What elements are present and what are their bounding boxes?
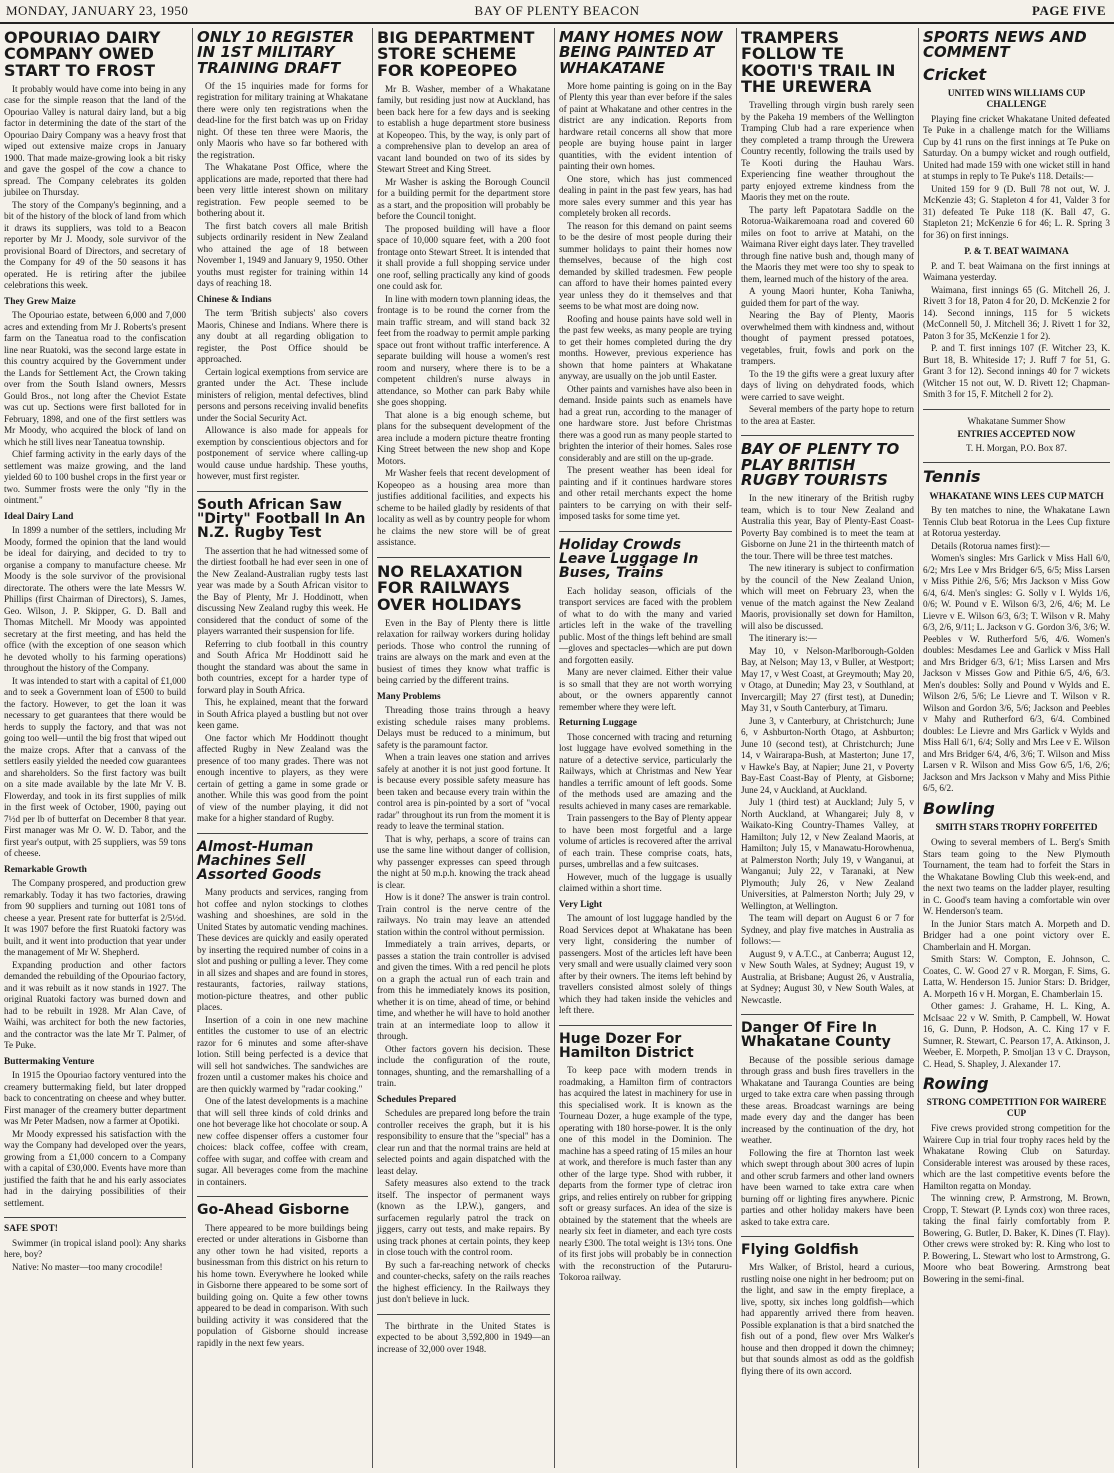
headline-machines: Almost-Human Machines Sell Assorted Goods bbox=[197, 838, 322, 884]
paragraph: Mrs Walker, of Bristol, heard a curious, rustling noise one night in her bedroom; put on the light, and saw in the empty fireplace, a live, spotty, six inches long goldfish—which had apparently arrived there from heaven. Possible explanation is that a bird snatched the fish out of a pond, flew over Mrs Walker's house and then dropped it down the chimney; but that sounds almost as odd as the goldfish flying there of its own accord. bbox=[741, 1262, 915, 1376]
paragraph: One store, which has just commenced dealing in paint in the past few years, has had more sales every summer and this year has completely broken all records. bbox=[559, 173, 732, 219]
section-rowing: Rowing bbox=[923, 1074, 989, 1094]
subhead: P. & T. BEAT WAIMANA bbox=[964, 247, 1069, 258]
paragraph: The first batch covers all male British subjects ordinarily resident in New Zealand who attained the age of 18 between November 1, 1949 and January 9, 1950. Other youths must register for training within 14 days of reaching 18. bbox=[197, 220, 368, 289]
paragraph: United 159 for 9 (D. Bull 78 not out, W. J. McKenzie 43; G. Stapleton 4 for 41, Valder 3 for 31) defeated Te Puke 118 (K. Ball 47, G. Stapleton 21; McKenzie 6 for 46; L. R. Spring 3 for 36) on first innings. bbox=[923, 183, 1110, 240]
paragraph: Nearing the Bay of Plenty, Maoris overwhelmed them with kindness and, without thought of payment pressed potatoes, vegetables, fruit, fowls and pork on the trampers. bbox=[741, 310, 914, 367]
paragraph: Insertion of a coin in one new machine entitles the customer to use of an electric razor for 6 minutes and some after-shave lotion. Still being perfected is a device that will sell hot sandwiches. The sandwiches are frozen until a customer makes his choice and are then quickly warmed by "radar cooking." bbox=[197, 1014, 368, 1094]
masthead-date: MONDAY, JANUARY 23, 1950 bbox=[6, 3, 189, 18]
headline-british-rugby: BAY OF PLENTY TO PLAY BRITISH RUGBY TOURISTS bbox=[741, 440, 900, 489]
paragraph: Of the 15 inquiries made for forms for registration for military training at Whakatane there were only ten registrations when the dead-line for the first batch was up on Friday night. Of these ten three were Maoris, the only Maoris who have so far bothered with the registration. bbox=[197, 80, 368, 160]
paragraph: A young Maori hunter, Koha Taniwha, guided them for part of the way. bbox=[741, 286, 914, 308]
paragraph: In the Junior Stars match A. Morpeth and D. Bridger had a one point victory over E. Chamberlain and H. Morgan. bbox=[923, 918, 1110, 952]
divider bbox=[741, 1236, 914, 1237]
paragraph: Swimmer (in tropical island pool): Any sharks here, boy? bbox=[4, 1237, 186, 1260]
divider bbox=[197, 491, 368, 492]
subhead: SMITH STARS TROPHY FORFEITED bbox=[935, 823, 1098, 834]
section-cricket: Cricket bbox=[923, 64, 987, 84]
divider bbox=[377, 557, 550, 558]
paragraph: It probably would have come into being in any case for the simple reason that the land of the Opouriao Valley is natural dairy land, but a big factor in determining the date of the start of the Opouriao Dairy Company was a heavy frost that wiped out extensive maize crops in January 1900. That made maize-growing look a bit risky and gave the gospel of the cow a chance to spread. The Company celebrates its golden jubilee on Thursday. bbox=[4, 83, 186, 198]
paragraph: Because of the possible serious damage through grass and bush fires travellers in the Whakatane and Tauranga Counties are being urged to take extra care when passing through these areas. Broadcast warnings are being made every day and the danger has been increased by the continuation of the dry, hot weather. bbox=[741, 1054, 914, 1146]
paragraph: Mr Washer feels that recent development of Kopeopeo as a housing area more than justifies additional facilities, and expects his scheme to be hailed gladly by residents of that locality as well as by country people for whom he claims the new store will be of great assistance. bbox=[377, 468, 550, 548]
paragraph: By such a far-reaching network of checks and counter-checks, safety on the rails reaches the highest efficiency. In the Railways they just don't believe in luck. bbox=[377, 1259, 550, 1305]
headline-luggage: Holiday Crowds Leave Luggage In Buses, Trains bbox=[559, 536, 699, 582]
masthead bbox=[0, 0, 1114, 24]
paragraph: The Whakatane Post Office, where the applications are made, reported that there had been very little interest shown on military registration. Few people seemed to be bothering about it. bbox=[197, 162, 368, 219]
paragraph: Mr Moody expressed his satisfaction with the way the Company had developed over the years, growing from a £1,000 concern to a Company with a capital of £30,000. Events have more than justified the faith that he and his early associates had in the dairying possibilities of their settlement. bbox=[4, 1128, 186, 1208]
divider bbox=[377, 1314, 550, 1315]
paragraph: In 1899 a number of the settlers, including Mr Moody, formed the opinion that the land would be ideal for dairying, and decided to try to organise a company to manufacture cheese. Mr Moody is the sole survivor of the provisional directorate. The others were the late Messrs W. Phillips (first Chairman of Directors), S. James, Geo. Wilson, J. P. Skipper, G. D. Ball and Thomas Mitchell. Mr Moody was appointed secretary at the first meeting, and has held the office (with the exception of one season which he devoted wholly to his farming operations) throughout the history of the Company. bbox=[4, 525, 186, 674]
paragraph: May 10, v Nelson-Marlborough-Golden Bay, at Nelson; May 13, v Buller, at Westport; May 17, v West Coast, at Greymouth; May 20, v Otago, at Dunedin; May 23, v Southland, at Invercargill; May 27 (first test), at Dunedin; May 31, v South Canterbury, at Timaru. bbox=[741, 645, 914, 714]
paragraph: To the 19 the gifts were a great luxury after days of living on dehydrated foods, which were carried to save weight. bbox=[741, 368, 914, 402]
column-2 bbox=[192, 28, 372, 1468]
section-tennis: Tennis bbox=[923, 467, 981, 487]
paragraph: Native: No master—too many crocodile! bbox=[12, 1261, 163, 1272]
advert-line: Whakatane Summer Show bbox=[967, 415, 1066, 426]
subhead: Remarkable Growth bbox=[4, 864, 87, 875]
subhead: Buttermaking Venture bbox=[4, 1056, 95, 1067]
paragraph: Travelling through virgin bush rarely seen by the Pakeha 19 members of the Wellington Tramping Club had a rare experience when they completed a tramp through the Urewera Country recently, following the trails used by Te Kooti during the Hauhau Wars. Experiencing fine weather throughout the party enjoyed extreme kindness from the Maoris they met on the route. bbox=[741, 100, 914, 203]
paragraph: Other paints and varnishes have also been in demand. Inside paints such as enamels have had a great run, according to the manager of one hardware store. Just before Christmas there was a good run as many people started to brighten the interior of their homes. Sales rose considerably and are still on the up-grade. bbox=[559, 383, 732, 463]
paragraph: Schedules are prepared long before the train controller receives the graph, but it is his responsibility to ensure that the "special" has a clear run and that the normal trains are held at selected points and again dispatched with the least delay. bbox=[377, 1108, 550, 1176]
paragraph: More home painting is going on in the Bay of Plenty this year than ever before if the sales of paint at Whakatane and other centres in the district are any indication. Reports from hardware retail concerns all show that more people are buying house paint in larger quantities, with the evident intention of painting their own homes. bbox=[559, 80, 732, 172]
column-3 bbox=[372, 28, 554, 1468]
divider bbox=[197, 1196, 368, 1197]
subhead: STRONG COMPETITION FOR WAIRERE CUP bbox=[926, 1098, 1107, 1120]
divider bbox=[559, 1025, 732, 1026]
masthead-page: PAGE FIVE bbox=[1032, 3, 1106, 18]
paragraph: How is it done? The answer is train control. Train control is the nerve centre of the railways. No train may leave an attended station within the control without permission. bbox=[377, 892, 550, 937]
paragraph: The reason for this demand on paint seems to be the desire of most people during their summer holidays to paint their homes now themselves, because of the high cost demanded by skilled tradesmen. Few people can afford to have their homes painted every year unless they do it themselves and that seems to be what most are doing now. bbox=[559, 220, 732, 312]
paragraph: In 1915 the Opouriao factory ventured into the creamery buttermaking field, but later dropped back to concentrating on cheese and whey butter. First manager of the creamery butter department was Mr Peter Madsen, now a farmer at Opotiki. bbox=[4, 1070, 186, 1127]
divider bbox=[741, 435, 914, 436]
paragraph: Certain logical exemptions from service are granted under the Act. These include ministers of religion, mental defectives, blind persons and persons receiving invalid benefits under the Social Security Act. bbox=[197, 366, 368, 423]
paragraph: P. and T. beat Waimana on the first innings at Waimana yesterday. bbox=[923, 260, 1110, 283]
subhead: Schedules Prepared bbox=[377, 1094, 457, 1105]
divider bbox=[4, 1217, 186, 1218]
paragraph: However, much of the luggage is usually claimed within a short time. bbox=[559, 871, 732, 894]
paragraph: The winning crew, P. Armstrong, M. Brown, Cropp, T. Stewart (P. Lynds cox) won three races, taking the final fairly comfortably from P. Bowering, G. Butler, D. Baker, K. Dines (T. Flay). Other crews were stroked by: R. King who lost to P. Bowering, L. Stewart who lost to Armstrong, G. Moore who beat Bowering. Armstrong beat Bowering in the semi-final. bbox=[923, 1193, 1110, 1284]
masthead-title: BAY OF PLENTY BEACON bbox=[474, 3, 640, 18]
paragraph: July 1 (third test) at Auckland; July 5, v North Auckland, at Whangarei; July 8, v Waikato-King Country-Thames Valley, at Hamilton; July 12, v New Zealand Maoris, at Hamilton; July 15, v Manawatu-Horowhenua, at Palmerston North; July 19, v Wanganui, at Wanganui; July 22, v Taranaki, at New Plymouth; July 26, v New Zealand Universities, at Palmerston North; July 29, v Wellington, at Wellington. bbox=[741, 797, 914, 911]
paragraph: P. and T. first innings 107 (F. Witcher 23, K. Burt 18, B. Whiteside 17; J. Ruff 7 for 51, G. Grant 3 for 12). Second innings 40 for 7 wickets (Witcher 15 not out, W. D. Rivett 12; Chapman-Smith 3 for 15, F. Mitchell 2 for 2). bbox=[923, 343, 1110, 400]
paragraph: Owing to several members of L. Berg's Smith Stars team going to the New Plymouth Tournament, the team had to forfeit the Stars in the Whakatane Bowling Club this week-end, and the next two teams on the ladder player, resulting in C. Good's team having a comfortable win over W. Henderson's team. bbox=[923, 837, 1110, 917]
divider bbox=[559, 531, 732, 532]
column-1 bbox=[0, 28, 190, 1468]
headline-sports: SPORTS NEWS AND COMMENT bbox=[923, 28, 1087, 62]
paragraph: To keep pace with modern trends in roadmaking, a Hamilton firm of contractors has acquired the latest in machinery for use in this specialised work. It is known as the Tourneau Dozer, a huge example of the type, operating with 180 horse-power. It is the only one of this model in the Dominion. The machine has a speed rating of 15 miles an hour at work, and therefore is much faster than any other of the large type. Shod with rubber, it departs from the former type of cletrac iron grips, and relies entirely on rubber for gripping soft or greasy surfaces. An idea of the size is obtained by the statement that the wheels are nearly six feet in diameter, and each tyre costs nearly £300. The total weight is 13½ tons. One of its first jobs will probably be in connection with the reconstruction of the Putaruru-Tokoroa railway. bbox=[559, 1065, 732, 1283]
headline-painting: MANY HOMES NOW BEING PAINTED AT WHAKATANE bbox=[559, 28, 723, 77]
paragraph: Even in the Bay of Plenty there is little relaxation for railway workers during holiday periods. Those who control the running of trains are always on the mark and even at the busiest of times they know what traffic is being carried by the different trains. bbox=[377, 617, 550, 686]
advert-line: ENTRIES ACCEPTED NOW bbox=[957, 429, 1076, 440]
headline-dairy: OPOURIAO DAIRY COMPANY OWED START TO FROST bbox=[4, 28, 161, 80]
paragraph: Details (Rotorua names first):— bbox=[931, 540, 1050, 551]
paragraph: In line with modern town planning ideas, the frontage is to be round the corner from the main traffic stream, and will stand back 32 feet from the roadway to permit ample parking space out front without traffic interference. A separate building will house a women's rest room and nursery, where there is to be a competent children's nurse always in attendance, so Mother can park Baby while she goes shopping. bbox=[377, 293, 550, 408]
paragraph: This, he explained, meant that the forward in South Africa played a bustling but not over keen game. bbox=[197, 697, 368, 731]
paragraph: One of the latest developments is a machine that will sell three kinds of cold drinks and one hot beverage like hot chocolate or soup. A new coffee dispenser offers a customer four choices: black coffee, coffee with cream, coffee with sugar, and coffee with cream and sugar. All beverages come from the machine in containers. bbox=[197, 1096, 368, 1187]
section-bowling: Bowling bbox=[923, 798, 995, 818]
paragraph: The itinerary is:— bbox=[749, 633, 817, 644]
paragraph: Threading those trains through a heavy existing schedule raises many problems. Delays must be reduced to a minimum, but safety is the paramount factor. bbox=[377, 705, 550, 750]
paragraph: One factor which Mr Hoddinott thought affected Rugby in New Zealand was the presence of too many grades. There was not enough incentive to players, as they were certain of getting a game in some grade or another. While this was good from the point of view of the number playing, it did not make for a higher standard of Rugby. bbox=[197, 732, 368, 824]
divider bbox=[923, 462, 1110, 463]
paragraph: The team will depart on August 6 or 7 for Sydney, and play five matches in Australia as follows:— bbox=[741, 913, 914, 947]
paragraph: Other games: J. Grahame, H. L. King, A. McIsaac 22 v W. Smith, P. Campbell, W. Howat 16, G. Dunn, P. Hodson, A. C. King 17 v F. Sumner, R. Stewart, C. Pearson 17, A. Atkinson, J. Weeber, E. Morpeth, P. Smoljan 13 v C. Drayson, C. Head, S. Shapley, J. Alexander 17. bbox=[923, 1001, 1110, 1069]
headline-rugby-dirty: South African Saw "Dirty" Football In An N.Z. Rugby Test bbox=[197, 496, 366, 542]
subhead: Returning Luggage bbox=[559, 718, 637, 729]
paragraph: The assertion that he had witnessed some of the dirtiest football he had ever seen in one of the New Zealand-Australian rugby tests last year was made by a South African visitor to the Bay of Plenty, Mr J. Hoddinott, when discussing New Zealand rugby this week. He considered that the conduct of some of the players warranted their suspension for life. bbox=[197, 545, 368, 637]
column-6 bbox=[918, 28, 1114, 1468]
headline-gisborne: Go-Ahead Gisborne bbox=[197, 1202, 350, 1219]
paragraph: The term 'British subjects' also covers Maoris, Chinese and Indians. Where there is any doubt at all regarding obligation to register, the Post Office should be approached. bbox=[197, 308, 368, 365]
paragraph: Women's singles: Mrs Garlick v Miss Hall 6/0, 6/2; Mrs Lee v Mrs Bridger 6/5, 6/5; Miss Larsen v Miss Pithie 2/6, 5/6; Mrs Jackson v Miss Gow 6/4, 6/4. Men's singles: G. Solly v I. Wylds 1/6, 0/6; W. Pound v E. Wilson 6/3, 2/6, 4/6; M. Le Lievre v E. Wilson 6/3, 6/3; T. Wilson v R. Mahy 6/3, 2/6, 9/11; L. Jackson v G. Gordon 3/6, 3/6; W. Peebles v W. Rutherford 5/6, 4/6. Women's doubles: Mesdames Lee and Garlick v Miss Hall and Mrs Bridger 6/3, 6/1; Miss Larsen and Mrs Jackson v Misses Gow and Pithie 6/5, 4/6, 6/3. Men's doubles: Solly and Pound v Wylds and E. Wilson 2/6, 5/6; Le Lievre and T. Wilson v R. Wilson and Gordon 3/6, 5/6; Jackson and Peebles v Mahy and Rutherford 6/3, 6/4. Combined doubles: Le Lievre and Mrs Garlick v Wylds and Miss Hall 6/1, 6/4; Solly and Mrs Lee v E. Wilson and Mrs Bridger 6/4, 4/6, 3/6; T. Wilson and Miss Larsen v R. Wilson and Miss Gow 6/5, 1/6, 2/6; Jackson and Mrs Jackson v Mahy and Miss Pithie 6/5, 6/2. bbox=[923, 553, 1110, 794]
paragraph: Each holiday season, officials of the transport services are faced with the problem of what to do with the many and varied articles left in the wake of the travelling public. Most of the things left behind are small—gloves and spectacles—which are put down and forgotten easily. bbox=[559, 585, 732, 665]
paragraph: When a train leaves one station and arrives safely at another it is not just good fortune. It is because every possible safety measure has been taken and because every train within the control area is pin-pointed by a sort of "vocal radar" throughout its run from the moment it is ready to leave the terminal station. bbox=[377, 752, 550, 832]
subhead: Ideal Dairy Land bbox=[4, 511, 74, 522]
paragraph: The Opouriao estate, between 6,000 and 7,000 acres and extending from Mr J. Roberts's present farm on the Taneatua road to the confiscation line near Ruatoki, was the second large estate in this country acquired by the Government under the Lands for Settlement Act, the Crown taking over from the South Island owners, Messrs Gould Bros., not long after the Cheviot Estate was cut up. Sections were first balloted for in February, 1898, and one of the first settlers was Mr Moody, who acquired the block of land on which he still lives near Taneatua township. bbox=[4, 310, 186, 447]
paragraph: Following the fire at Thornton last week which swept through about 300 acres of lupin and other scrub farmers and other land owners have been warned to take extra care when burning off or lighting fires anywhere. Picnic parties and other holiday makers have been asked to take extra care. bbox=[741, 1147, 914, 1227]
paragraph: Referring to club football in this country and South Africa Mr Hoddinott said he thought the standard was about the same in both countries, except for a harder type of forward play in South Africa. bbox=[197, 638, 368, 695]
paragraph: Five crews provided strong competition for the Wairere Cup in trial four trophy races held by the Whakatane Rowing Club on Saturday. Considerable interest was aroused by these races, which are the last competitive events before the Hamilton regatta on Monday. bbox=[923, 1123, 1110, 1191]
paragraph: Many products and services, ranging from hot coffee and nylon stockings to clothes washing and shoeshines, are sold in the United States by automatic vending machines. These devices are quickly and easily operated by inserting the required number of coins in a slot and pushing or pulling a lever. They come in all sizes and shapes and are found in stores, restaurants, factories, railway stations, motion-picture theatres, and other public places. bbox=[197, 887, 368, 1013]
subhead: Very Light bbox=[559, 899, 603, 910]
paragraph: Several members of the party hope to return to the area at Easter. bbox=[741, 404, 914, 426]
headline-safe-spot: SAFE SPOT! bbox=[4, 1224, 58, 1235]
paragraph: The proposed building will have a floor space of 10,000 square feet, with a 200 foot frontage onto Stewart Street. It is intended that it shall provide a full shopping service under one roof, selling practically any kind of goods one could ask for. bbox=[377, 223, 550, 292]
paragraph: Train passengers to the Bay of Plenty appear to have been most forgetful and a large volume of articles is recovered after the arrival of each train. These comprise coats, hats, purses, umbrellas and a few suitcases. bbox=[559, 813, 732, 870]
paragraph: Smith Stars: W. Compton, E. Johnson, C. Coates, C. W. Good 27 v R. Morgan, F. Sims, G. Latta, W. Henderson 15. Junior Stars: D. Bridger, A. Morpeth 16 v H. Morgan, E. Chamberlain 15. bbox=[923, 954, 1110, 999]
divider bbox=[741, 1014, 914, 1015]
paragraph: Playing fine cricket Whakatane United defeated Te Puke in a challenge match for the Williams Cup by 41 runs on the first innings at Te Puke on Saturday. On a bumpy wicket and rough outfield, United had made 159 with one wicket still in hand at stumps in reply to Te Puke's 118. Details:— bbox=[923, 113, 1110, 182]
headline-military: ONLY 10 REGISTER IN 1ST MILITARY TRAINING DRAFT bbox=[197, 28, 355, 77]
subhead: Chinese & Indians bbox=[197, 294, 272, 305]
paragraph: The story of the Company's beginning, and a bit of the history of the block of land from which it draws its suppliers, was told to a Beacon reporter by Mr J. Moody, sole survivor of the provisional Board of Directors, and secretary of the Company for 49 of the 50 seasons it has operated. He is retiring after the jubilee celebrations this week. bbox=[4, 199, 186, 291]
paragraph: Allowance is also made for appeals for exemption by conscientious objectors and for postponement of service where calling-up would cause undue hardship. These youths, however, must first register. bbox=[197, 425, 368, 482]
subhead: They Grew Maize bbox=[4, 296, 76, 307]
paragraph: Chief farming activity in the early days of the settlement was maize growing, and the land yielded 60 to 100 bushel crops in the first year or two. Summer frosts were the only "fly in the ointment." bbox=[4, 449, 186, 506]
paragraph: Immediately a train arrives, departs, or passes a station the train controller is advised and given the times. With a red pencil he plots on a graph the actual run of each train and from this he immediately knows its position, whether it is on time, ahead of time, or behind time, and whether he will have to hold another train at an intermediate loop to allow it through. bbox=[377, 939, 550, 1042]
headline-fire-danger: Danger Of Fire In Whakatane County bbox=[741, 1020, 891, 1051]
paragraph: The present weather has been ideal for painting and if it continues hardware stores and other retail merchants expect the home painters to be carrying on with their self-imposed tasks for some time yet. bbox=[559, 465, 732, 522]
divider bbox=[923, 409, 1110, 410]
paragraph: June 3, v Canterbury, at Christchurch; June 6, v Ashburton-North Otago, at Ashburton; June 10 (second test), at Christchurch; June 14, v Wairarapa-Bush, at Masterton; June 17, v Hawke's Bay, at Napier; June 21, v Poverty Bay-East Coast-Bay of Plenty, at Gisborne; June 24, v Auckland, at Auckland. bbox=[741, 715, 914, 795]
paragraph: That is why, perhaps, a score of trains can use the same line without danger of collision, why passenger expresses can speed through the night at 50 m.p.h. knowing the track ahead is clear. bbox=[377, 833, 550, 890]
subhead: UNITED WINS WILLIAMS CUP CHALLENGE bbox=[947, 88, 1086, 110]
headline-department-store: BIG DEPARTMENT STORE SCHEME FOR KOPEOPEO bbox=[377, 28, 535, 80]
column-5 bbox=[736, 28, 918, 1468]
paragraph: Other factors govern his decision. These include the configuration of the route, tonnages, shunting, and the remarshalling of a train. bbox=[377, 1043, 550, 1089]
paragraph: The new itinerary is subject to confirmation by the council of the New Zealand Union, which will meet on February 23, when the venue of the match against the New Zealand Maoris, provisionally set down for Hamilton, will also be discussed. bbox=[741, 563, 914, 631]
headline-railways: NO RELAXATION FOR RAILWAYS OVER HOLIDAYS bbox=[377, 561, 523, 614]
paragraph: Roofing and house paints have sold well in the past few weeks, as many people are trying to get their homes completed during the dry months. However, previous experience has shown that home painters at Whakatane anyway, are usually on the job until Easter. bbox=[559, 313, 732, 382]
divider bbox=[197, 833, 368, 834]
paragraph: By ten matches to nine, the Whakatane Lawn Tennis Club beat Rotorua in the Lees Cup fixture at Rotorua yesterday. bbox=[923, 505, 1110, 539]
advert-line: T. H. Morgan, P.O. Box 87. bbox=[966, 442, 1067, 453]
subhead: Many Problems bbox=[377, 691, 441, 702]
paragraph: August 9, v A.T.C., at Canberra; August 12, v New South Wales, at Sydney; August 19, v Australia, at Brisbane; August 26, v Australia, at Sydney; August 30, v New South Wales, at Newcastle. bbox=[741, 948, 914, 1005]
paragraph: Safety measures also extend to the track itself. The inspector of permanent ways (known as the I.P.W.), gangers, and surfacemen regularly patrol the track on jiggers, carry out tests, and make repairs. By using track phones at certain points, they keep in close touch with the control room. bbox=[377, 1178, 550, 1258]
paragraph: Mr B. Washer, member of a Whakatane family, but residing just now at Auckland, has been back here for a few days and is seeking to establish a huge department store business at Kopeopeo. This, by the way, is only part of a comprehensive plan to develop an area of vacant land bounded on two of its sides by Stewart Street and King Street. bbox=[377, 83, 550, 175]
paragraph: Many are never claimed. Either their value is so small that they are not worth worrying about, or the owners apparently cannot remember where they were left. bbox=[559, 667, 732, 712]
paragraph: The Company prospered, and production grew remarkably. Today it has two factories, drawing from 90 suppliers and turning out 1081 tons of cheese a year. Present rate for butterfat is 2/5½d. It was 1907 before the first Ruatoki factory was built, and it went into production that year under the management of Mr W. Shepherd. bbox=[4, 878, 186, 958]
paragraph: It was intended to start with a capital of £1,000 and to seek a Government loan of £500 to build the factory. However, to get the loan it was necessary to get guarantees that there would be herds to supply the factory, and that was not going too well—until the big frost that wiped out the maize crops. After that a canvass of the settlers easily yielded the needed cow guarantees and shareholders. So the first factory was built on a site made available by the late Mr V. B. Flowerday, and took in its first supplies of milk in the first week of October, 1900, paying out 7½d per lb of butterfat on December 8 that year. First manager was Mr O. W. D. Tabor, and the first year's output, with 25 suppliers, was 59 tons of cheese. bbox=[4, 675, 186, 859]
paragraph: The birthrate in the United States is expected to be about 3,592,800 in 1949—an increase of 32,000 over 1948. bbox=[377, 1320, 550, 1354]
paragraph: Waimana, first innings 65 (G. Mitchell 26, J. Rivett 3 for 18, Paton 4 for 20, D. McKenzie 2 for 14). Second innings, 115 for 5 wickets (McConnell 50, J. Mitchell 36; J. Rivett 1 for 32, Paton 3 for 35, McKenzie 1 for 2). bbox=[923, 284, 1110, 341]
paragraph: The amount of lost luggage handled by the Road Services depot at Whakatane has been very light, considering the number of passengers. Most of the articles left have been very small and were usually claimed very soon after by their owners. The items left behind by travellers consisted almost solely of things which they had taken inside the vehicles and left there. bbox=[559, 913, 732, 1016]
headline-dozer: Huge Dozer For Hamilton District bbox=[559, 1030, 694, 1061]
paragraph: Mr Washer is asking the Borough Council for a building permit for the department store as a start, and the proposition will probably be before the Council tonight. bbox=[377, 176, 550, 222]
paragraph: The party left Papatotara Saddle on the Rotorua-Waikaremoana road and covered 60 miles on foot to arrive at Matahi, on the Waimana River eight days later. They travelled through fine native bush and, though many of the Maoris they met were too shy to speak to them, learned much of the history of the area. bbox=[741, 204, 914, 284]
paragraph: There appeared to be more buildings being erected or under alterations in Gisborne than any other town he had visited, reports a businessman from this district on his return to his home town. Everywhere he looked while in Gisborne there appeared to be some sort of building going on. Quite a few other towns appeared to be dead in comparison. With such building activity it was considered that the population of Gisborne should increase rapidly in the next few years. bbox=[197, 1222, 368, 1348]
paragraph: In the new itinerary of the British rugby team, which is to tour New Zealand and Australia this year, Bay of Plenty-East Coast-Poverty Bay combined is to meet the team at Gisborne on June 21 in the thirteenth match of the tour. There will be three test matches. bbox=[741, 493, 914, 561]
paragraph: Those concerned with tracing and returning lost luggage have evolved something in the nature of a detective service, particularly the Railways, which at Christmas and New Year handles a terrific amount of left goods. Some of the methods used are amazing and the results achieved in many cases are remarkable. bbox=[559, 731, 732, 811]
subhead: WHAKATANE WINS LEES CUP MATCH bbox=[929, 491, 1104, 502]
headline-trampers: TRAMPERS FOLLOW TE KOOTI'S TRAIL IN THE UREWERA bbox=[741, 28, 896, 96]
paragraph: That alone is a big enough scheme, but plans for the subsequent development of the area include a modern picture theatre fronting King Street between the new shop and Kope Motors. bbox=[377, 409, 550, 466]
column-4 bbox=[554, 28, 736, 1468]
paragraph: Expanding production and other factors demanded the rebuilding of the Opouriao factory, and it was rebuilt as it now stands in 1927. The original Ruatoki factory was burned down and had to be rebuilt in 1928. Mr Alan Cave, of Waihi, was architect for both the new factories, and the contractor was the late Mr T. Palmer, of Te Puke. bbox=[4, 959, 186, 1051]
headline-goldfish: Flying Goldfish bbox=[741, 1242, 859, 1259]
